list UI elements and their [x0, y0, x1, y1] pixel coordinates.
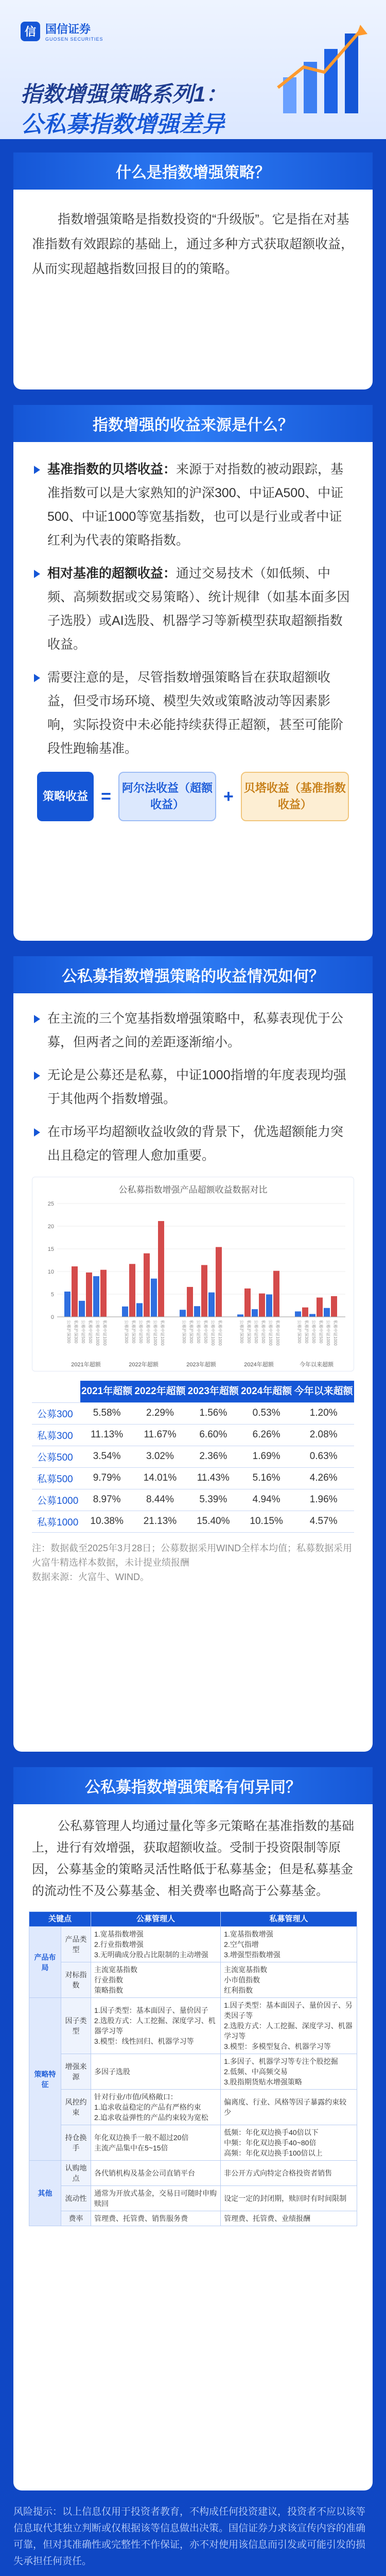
category-tick-label: 私募中证1000 — [102, 1320, 107, 1346]
category-tick-label: 公募沪深300 — [66, 1320, 71, 1344]
row-group: 其他 — [29, 2161, 61, 2226]
table-cell: 1.69% — [240, 1446, 293, 1467]
category-tick-label: 私募沪深300 — [74, 1320, 78, 1344]
private-fund-cell: 1.多因子、机器学习等专注个股挖掘 2.低频、中高频交易 3.股指期货贴水增强策略 — [221, 2054, 357, 2090]
table-cell: 11.67% — [133, 1424, 186, 1446]
section-title: 公私募指数增强策略有何异同？ — [13, 1767, 373, 1804]
group-label: 2023年超额 — [186, 1362, 216, 1368]
section-title: 什么是指数增强策略？ — [13, 152, 373, 190]
formula-beta-return: 贝塔收益（基准指数收益） — [241, 772, 349, 821]
y-tick-label: 20 — [47, 1224, 54, 1230]
section-title: 指数增强的收益来源是什么？ — [13, 405, 373, 442]
table-header-cell: 关键点 — [29, 1912, 91, 1927]
category-tick-label: 公募中证1000 — [153, 1320, 157, 1346]
table-header-row — [32, 1381, 354, 1402]
table-cell: 0.53% — [240, 1402, 293, 1424]
table-cell: 6.26% — [240, 1424, 293, 1446]
private-fund-cell: 管理费、托管费、业绩报酬 — [221, 2211, 357, 2226]
bar — [194, 1306, 200, 1317]
growth-chart-illustration — [262, 21, 376, 124]
table-cell: 0.63% — [293, 1446, 354, 1467]
formula-equals: = — [101, 786, 111, 806]
category-tick-label: 私募中证1000 — [160, 1320, 165, 1346]
table-header-cell: 2024年超额 — [240, 1381, 293, 1402]
private-fund-cell: 偏离度、行业、风格等因子暴露约束较少 — [221, 2090, 357, 2125]
table-row — [29, 1998, 357, 2054]
table-header-cell: 2022年超额 — [133, 1381, 186, 1402]
brand-logo — [21, 21, 103, 42]
bar — [324, 1308, 330, 1317]
public-fund-cell: 多因子选股 — [91, 2054, 221, 2090]
bar — [187, 1287, 193, 1317]
y-tick-label: 25 — [47, 1201, 54, 1207]
category-tick-label: 公募沪深300 — [124, 1320, 129, 1344]
group-label: 2024年超额 — [244, 1362, 274, 1368]
bar — [259, 1294, 265, 1317]
public-fund-cell: 管理费、托管费、销售服务费 — [91, 2211, 221, 2226]
section-text: 公私募管理人均通过量化等多元策略在基准指数的基础上，进行有效增强，获取超额收益。受制于投资限制等原因，公募基金的策略灵活性略低于私募基金；但是私募基金的流动性不及公募基金、相关费率也略高于公募基金。 — [32, 1819, 354, 1898]
hero-title-line1: 指数增强策略系列1： — [21, 82, 227, 106]
public-fund-cell: 主流宽基指数 行业指数 策略指数 — [91, 1962, 221, 1998]
table-cell: 1.20% — [293, 1402, 354, 1424]
row-label: 风控约束 — [61, 2090, 91, 2125]
row-group: 产品布局 — [29, 1927, 61, 1998]
table-row — [29, 2090, 357, 2125]
section-performance — [13, 956, 373, 1752]
bar — [201, 1265, 207, 1317]
table-cell: 11.43% — [187, 1467, 240, 1489]
bar — [151, 1279, 157, 1317]
category-tick-label: 私募中证500 — [146, 1320, 150, 1344]
risk-disclaimer: 风险提示：以上信息仅用于投资者教育，不构成任何投资建议，投资者不应以该等信息取代其独立判断或仅根据该等信息做出决策。国信证券力求该宣传内容的准确可靠，但对其准确性或完整性不作保证，亦不对使用该信息而引发或可能引发的损失承担任何责任。 — [13, 2506, 366, 2567]
table-row — [29, 1962, 357, 1998]
category-tick-label: 公募沪深300 — [182, 1320, 186, 1344]
category-tick-label: 私募沪深300 — [304, 1320, 309, 1344]
row-label: 流动性 — [61, 2186, 91, 2211]
category-tick-label: 私募中证500 — [261, 1320, 266, 1344]
bullet-1: 在主流的三个宽基指数增强策略中，私募表现优于公募，但两者之间的差距逐渐缩小。 — [34, 1007, 354, 1054]
table-cell: 10.15% — [240, 1511, 293, 1532]
bullet-risk: 需要注意的是，尽管指数增强策略旨在获取超额收益，但受市场环境、模型失效或策略波动等因素影响，实际投资中未必能持续获得正超额，甚至可能阶段性跑输基准。 — [34, 666, 354, 760]
y-tick-label: 5 — [50, 1292, 54, 1298]
performance-table — [32, 1381, 354, 1533]
table-cell: 1.96% — [293, 1489, 354, 1511]
table-row — [32, 1402, 354, 1424]
bar — [100, 1270, 107, 1317]
category-tick-label: 私募沪深300 — [131, 1320, 136, 1344]
bar — [129, 1264, 135, 1317]
table-cell: 3.54% — [80, 1446, 133, 1467]
bar — [208, 1293, 215, 1317]
bar — [295, 1311, 301, 1317]
group-label: 2021年超额 — [71, 1362, 101, 1368]
data-note: 注：数据截至2025年3月28日；公募数据采用WIND全样本均值；私募数据采用火富牛精选样本数据，未计提业绩报酬 数据来源：火富牛、WIND。 — [32, 1543, 353, 1582]
hero-banner — [0, 0, 386, 139]
bar — [302, 1308, 308, 1317]
private-fund-cell: 1.宽基指数增强 2.空气指增 3.增强型指数增强 — [221, 1927, 357, 1962]
category-tick-label: 公募中证500 — [81, 1320, 85, 1344]
table-cell: 公募500 — [32, 1446, 80, 1467]
table-cell: 4.94% — [240, 1489, 293, 1511]
table-cell: 公募300 — [32, 1402, 80, 1424]
table-row — [29, 2054, 357, 2090]
bullet-head: 基准指数的贝塔收益： — [47, 462, 177, 477]
formula-strategy-return: 策略收益 — [37, 772, 94, 821]
category-tick-label: 私募中证1000 — [218, 1320, 222, 1346]
table-cell: 2.36% — [187, 1446, 240, 1467]
bar — [216, 1247, 222, 1317]
table-cell: 14.01% — [133, 1467, 186, 1489]
bar — [244, 1289, 251, 1317]
section-return-source — [13, 405, 373, 941]
bar — [252, 1309, 258, 1317]
bullet-head: 相对基准的超额收益： — [47, 566, 177, 581]
formula-plus: + — [223, 786, 234, 806]
table-cell: 8.97% — [80, 1489, 133, 1511]
table-cell: 1.56% — [187, 1402, 240, 1424]
category-tick-label: 公募沪深300 — [297, 1320, 302, 1344]
bar — [266, 1295, 272, 1317]
public-fund-cell: 针对行业/市值/风格敞口： 1.追求收益稳定的产品有严格约束 2.追求收益弹性的产品约束较为宽松 — [91, 2090, 221, 2125]
chart-panel — [32, 1177, 354, 1371]
table-cell: 10.38% — [80, 1511, 133, 1532]
public-fund-cell: 通常为开放式基金，交易日可随时申购赎回 — [91, 2186, 221, 2211]
table-cell: 私募300 — [32, 1424, 80, 1446]
table-cell: 4.26% — [293, 1467, 354, 1489]
table-cell: 3.02% — [133, 1446, 186, 1467]
private-fund-cell: 非公开方式向特定合格投资者销售 — [221, 2161, 357, 2186]
logo-mark: 信 — [21, 22, 40, 41]
chart-title: 公私募指数增强产品超额收益数据对比 — [118, 1185, 268, 1195]
bar — [64, 1292, 71, 1317]
formula-alpha-return: 阿尔法收益（超额收益） — [118, 772, 216, 821]
section-comparison — [13, 1767, 373, 2490]
row-label: 因子类型 — [61, 1998, 91, 2054]
table-header-cell: 今年以来超额 — [293, 1381, 354, 1402]
private-fund-cell: 低频：年化双边换手40倍以下 中频：年化双边换手40~80倍 高频：年化双边换手100倍以上 — [221, 2125, 357, 2161]
y-tick-label: 15 — [47, 1246, 54, 1252]
table-row — [29, 1927, 357, 1962]
row-label: 认购地点 — [61, 2161, 91, 2186]
category-tick-label: 公募中证500 — [254, 1320, 258, 1344]
table-cell: 4.57% — [293, 1511, 354, 1532]
private-fund-cell: 1.因子类型：基本面因子、量价因子、另类因子等 2.选股方式：人工挖掘、深度学习、机器学习等 3.模型：多模型复合、机器学习等 — [221, 1998, 357, 2054]
table-header-cell: 2023年超额 — [187, 1381, 240, 1402]
table-cell: 15.40% — [187, 1511, 240, 1532]
table-cell: 私募1000 — [32, 1511, 80, 1532]
category-tick-label: 公募中证500 — [311, 1320, 316, 1344]
table-cell: 公募1000 — [32, 1489, 80, 1511]
private-fund-cell: 主流宽基指数 小市值指数 红利指数 — [221, 1962, 357, 1998]
table-header-cell: 2021年超额 — [80, 1381, 133, 1402]
bar — [86, 1273, 92, 1317]
category-tick-label: 私募沪深300 — [189, 1320, 194, 1344]
table-header-cell: 公募管理人 — [91, 1912, 221, 1927]
table-cell: 2.29% — [133, 1402, 186, 1424]
row-label: 费率 — [61, 2211, 91, 2226]
category-tick-label: 私募沪深300 — [247, 1320, 251, 1344]
public-fund-cell: 年化双边换手一般不超过20倍 主流产品集中在5~15倍 — [91, 2125, 221, 2161]
category-tick-label: 私募中证1000 — [333, 1320, 338, 1346]
row-label: 持仓换手 — [61, 2125, 91, 2161]
category-tick-label: 私募中证500 — [319, 1320, 323, 1344]
row-group: 策略特征 — [29, 1998, 61, 2161]
bullet-text: 通过交易技术（如低频、中频、高频数据或交易策略）、统计规律（如基本面多因子选股）或AI选股、机器学习等新模型获取超额指数收益。 — [47, 566, 350, 652]
bar — [122, 1307, 128, 1317]
category-tick-label: 私募中证1000 — [275, 1320, 280, 1346]
bar — [331, 1296, 337, 1317]
table-cell: 5.58% — [80, 1402, 133, 1424]
group-label: 2022年超额 — [129, 1362, 159, 1368]
table-cell: 2.08% — [293, 1424, 354, 1446]
bullet-text: 来源于对指数的被动跟踪，基准指数可以是大家熟知的沪深300、中证A500、中证500、中证1000等宽基指数，也可以是行业或者中证红利为代表的策略指数。 — [47, 462, 344, 548]
table-row — [29, 2211, 357, 2226]
bar — [93, 1276, 99, 1317]
section-what-is — [13, 152, 373, 389]
brand-name: 国信证券 — [45, 23, 91, 36]
table-row — [29, 2161, 357, 2186]
table-row — [32, 1511, 354, 1532]
table-cell: 私募500 — [32, 1467, 80, 1489]
section-title: 公私募指数增强策略的收益情况如何？ — [13, 956, 373, 993]
category-tick-label: 公募沪深300 — [239, 1320, 244, 1344]
row-label: 对标指数 — [61, 1962, 91, 1998]
table-row — [29, 2125, 357, 2161]
excess-return-bar-chart — [37, 1198, 350, 1368]
table-row — [32, 1467, 354, 1489]
table-row — [32, 1424, 354, 1446]
public-fund-cell: 1.因子类型：基本面因子、量价因子 2.选股方式：人工挖掘、深度学习、机器学习等 3.模型：线性回归、机器学习等 — [91, 1998, 221, 2054]
bullet-3: 在市场平均超额收益收敛的背景下，优选超额能力突出且稳定的管理人愈加重要。 — [34, 1120, 354, 1167]
bar — [72, 1266, 78, 1317]
comparison-table — [29, 1911, 357, 2226]
category-tick-label: 公募中证1000 — [95, 1320, 100, 1346]
public-fund-cell: 1.宽基指数增强 2.行业指数增强 3.无明确成分股占比限制的主动增强 — [91, 1927, 221, 1962]
bar — [180, 1310, 186, 1317]
hero-title-line2: 公私募指数增强差异 — [21, 112, 224, 137]
public-fund-cell: 各代销机构及基金公司直销平台 — [91, 2161, 221, 2186]
section-text: 指数增强策略是指数投资的“升级版”。它是指在对基准指数有效跟踪的基础上，通过多种方式获取超额收益，从而实现超越指数回报目的的策略。 — [32, 212, 354, 276]
bullet-alpha — [34, 562, 354, 656]
bar — [309, 1314, 315, 1317]
category-tick-label: 公募中证1000 — [326, 1320, 330, 1346]
table-row — [29, 2186, 357, 2211]
category-tick-label: 私募中证500 — [203, 1320, 208, 1344]
row-label: 增强来源 — [61, 2054, 91, 2090]
table-cell: 8.44% — [133, 1489, 186, 1511]
table-cell: 9.79% — [80, 1467, 133, 1489]
group-label: 今年以来超额 — [300, 1362, 334, 1368]
table-row — [32, 1489, 354, 1511]
bullet-beta — [34, 457, 354, 552]
bar — [237, 1314, 243, 1317]
brand-name-en: GUOSEN SECURITIES — [45, 37, 103, 42]
table-cell: 21.13% — [133, 1511, 186, 1532]
bar — [158, 1221, 164, 1317]
bar — [317, 1298, 323, 1317]
y-tick-label: 10 — [47, 1269, 54, 1275]
category-tick-label: 私募中证500 — [88, 1320, 93, 1344]
category-tick-label: 公募中证500 — [138, 1320, 143, 1344]
category-tick-label: 公募中证1000 — [210, 1320, 215, 1346]
category-tick-label: 公募中证500 — [196, 1320, 201, 1344]
table-header-cell: 私募管理人 — [221, 1912, 357, 1927]
category-tick-label: 公募中证1000 — [268, 1320, 273, 1346]
bar — [144, 1253, 150, 1317]
table-cell: 5.39% — [187, 1489, 240, 1511]
return-formula — [13, 772, 373, 821]
private-fund-cell: 设定一定的封闭期，赎回时有时间限制 — [221, 2186, 357, 2211]
bar — [136, 1303, 143, 1317]
row-label: 产品类型 — [61, 1927, 91, 1962]
table-row — [32, 1446, 354, 1467]
bullet-2: 无论是公募还是私募，中证1000指增的年度表现均强于其他两个指数增强。 — [34, 1063, 354, 1111]
table-cell: 5.16% — [240, 1467, 293, 1489]
table-header-cell — [32, 1381, 80, 1402]
table-header-row — [29, 1912, 357, 1927]
table-cell: 11.13% — [80, 1424, 133, 1446]
bar — [79, 1301, 85, 1317]
y-tick-label: 0 — [50, 1314, 54, 1320]
bar — [273, 1271, 279, 1317]
table-cell: 6.60% — [187, 1424, 240, 1446]
